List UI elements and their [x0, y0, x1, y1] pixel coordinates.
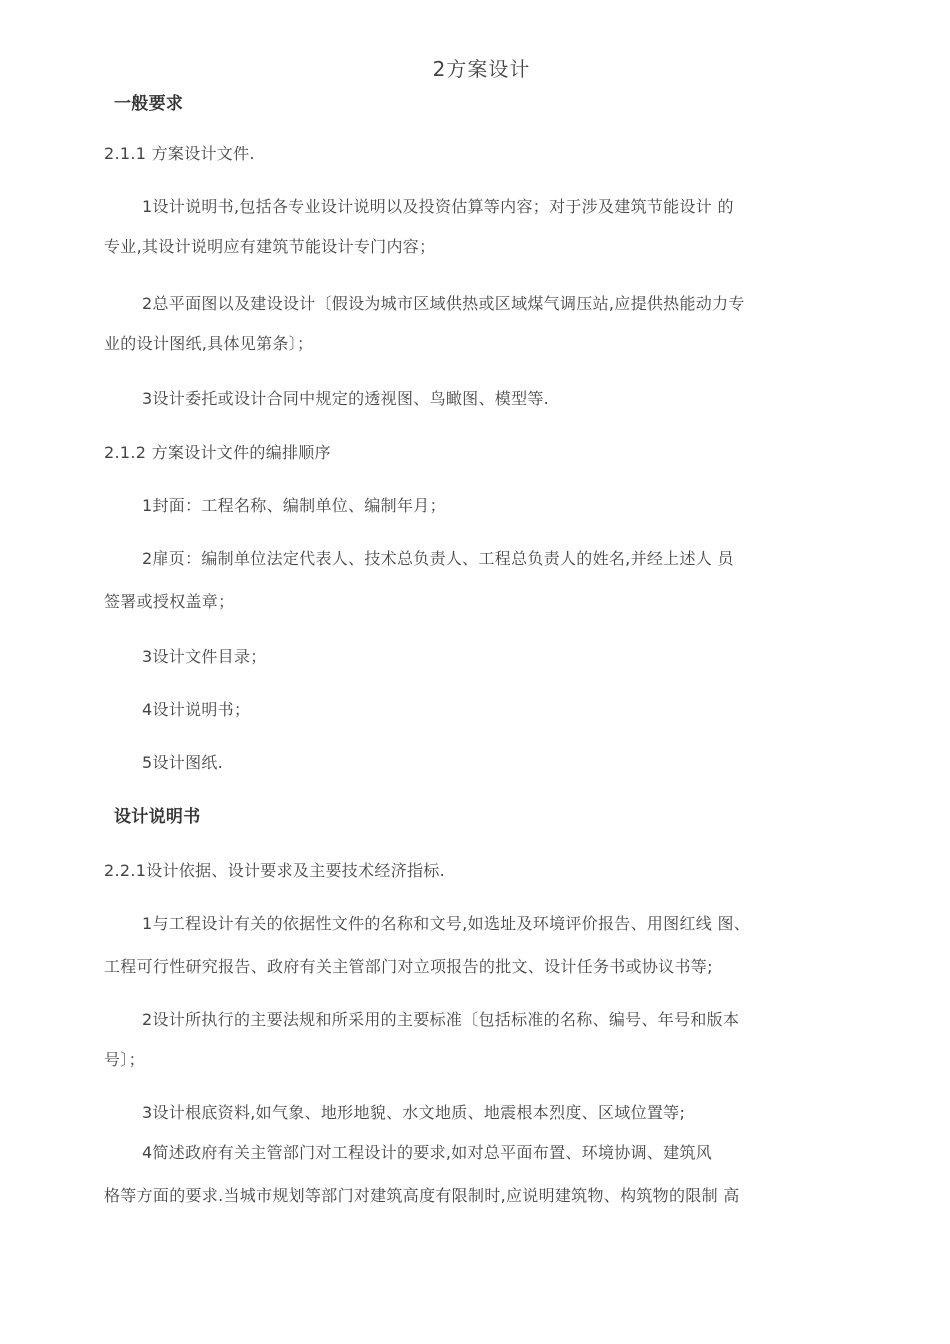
paragraph-line: 工程可行性研究报告、政府有关主管部门对立项报告的批文、设计任务书或协议书等;	[104, 957, 713, 976]
section-2-1-1-title: 2.1.1 方案设计文件.	[104, 144, 255, 163]
section-heading-design-spec: 设计说明书	[114, 807, 201, 827]
paragraph-line: 1与工程设计有关的依据性文件的名称和文号,如选址及环境评价报告、用图红线 图、	[142, 914, 751, 933]
paragraph-line: 2设计所执行的主要法规和所采用的主要标准〔包括标准的名称、编号、年号和版本	[142, 1010, 740, 1029]
paragraph-line: 2扉页：编制单位法定代表人、技术总负责人、工程总负责人的姓名,并经上述人 员	[142, 549, 734, 568]
section-heading-general: 一般要求	[114, 94, 184, 114]
paragraph-line: 专业,其设计说明应有建筑节能设计专门内容；	[104, 237, 436, 256]
paragraph-line: 3设计文件目录；	[142, 647, 267, 666]
paragraph-line: 3设计根底资料,如气象、地形地貌、水文地质、地震根本烈度、区域位置等;	[142, 1103, 686, 1122]
section-2-2-1-title: 2.2.1设计依据、设计要求及主要技术经济指标.	[104, 861, 445, 880]
paragraph-line: 5设计图纸.	[142, 753, 224, 772]
document-title: 2方案设计	[432, 57, 531, 81]
paragraph-line: 1封面：工程名称、编制单位、编制年月；	[142, 496, 446, 515]
paragraph-line: 4设计说明书；	[142, 700, 251, 719]
paragraph-line: 格等方面的要求.当城市规划等部门对建筑高度有限制时,应说明建筑物、构筑物的限制 高	[104, 1186, 740, 1205]
paragraph-line: 4简述政府有关主管部门对工程设计的要求,如对总平面布置、环境协调、建筑风	[142, 1143, 713, 1162]
paragraph-line: 号〕；	[104, 1050, 145, 1069]
paragraph-line: 1设计说明书,包括各专业设计说明以及投资估算等内容；对于涉及建筑节能设计 的	[142, 197, 734, 216]
paragraph-line: 业的设计图纸,具体见第条〕；	[104, 334, 314, 353]
paragraph-line: 2总平面图以及建设设计〔假设为城市区域供热或区域煤气调压站,应提供热能动力专	[142, 294, 745, 313]
paragraph-line: 签署或授权盖章；	[104, 592, 235, 611]
section-2-1-2-title: 2.1.2 方案设计文件的编排顺序	[104, 443, 331, 462]
paragraph-line: 3设计委托或设计合同中规定的透视图、鸟瞰图、模型等.	[142, 389, 550, 408]
